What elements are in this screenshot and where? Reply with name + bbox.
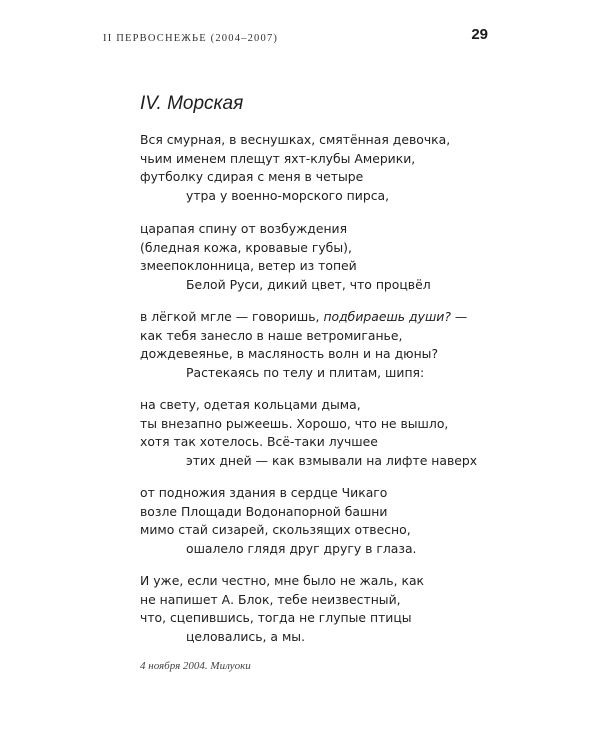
poem-line-indented: Белой Руси, дикий цвет, что процвёл: [186, 276, 431, 292]
poem-line: змеепоклонница, ветер из топей: [140, 258, 357, 273]
line-text: —: [450, 309, 468, 324]
poem-line: Вся смурная, в веснушках, смятённая девочка,: [140, 132, 451, 147]
stanza-3: [140, 308, 467, 382]
poem-title: IV. Морская: [140, 93, 244, 114]
poem-line: возле Площади Водонапорной башни: [140, 503, 388, 519]
running-head: II ПЕРВОСНЕЖЬЕ (2004–2007): [103, 33, 279, 44]
poem-line-indented: ошалело глядя друг другу в глаза.: [186, 540, 417, 556]
poem-line: что, сцепившись, тогда не глупые птицы: [140, 610, 412, 625]
poem-line: не напишет А. Блок, тебе неизвестный,: [140, 591, 401, 607]
poem-line: И уже, если честно, мне было не жаль, как: [140, 573, 425, 588]
poem-line: царапая спину от возбуждения: [140, 221, 348, 236]
poem-line: чьим именем плещут яхт-клубы Америки,: [140, 150, 416, 166]
poem-line: футболку сдирая с меня в четыре: [140, 169, 364, 184]
line-text: в лёгкой мгле — говоришь,: [140, 309, 324, 324]
stanza-1: [140, 131, 450, 205]
poem-line-indented: Растекаясь по телу и плитам, шипя:: [186, 364, 425, 380]
dateline: 4 ноября 2004. Милуоки: [140, 660, 251, 672]
line-italic-text: подбираешь души?: [323, 309, 451, 324]
poem-line: [140, 308, 467, 327]
poem-line: от подножия здания в сердце Чикаго: [140, 485, 388, 500]
poem-line: дождевеянье, в масляность волн и на дюны?: [140, 346, 439, 361]
poem-line-indented: утра у военно-морского пирса,: [186, 187, 390, 203]
stanza-5: [140, 484, 416, 558]
page-number: 29: [471, 26, 488, 43]
stanza-2: [140, 220, 431, 294]
poem-line: мимо стай сизарей, скользящих отвесно,: [140, 522, 411, 537]
poem-line-indented: этих дней — как взмывали на лифте наверх: [186, 452, 478, 468]
poem-line-indented: целовались, а мы.: [186, 628, 306, 644]
stanza-6: [140, 572, 424, 646]
poem-line: ты внезапно рыжеешь. Хорошо, что не вышло,: [140, 415, 449, 431]
poem-line: на свету, одетая кольцами дыма,: [140, 397, 361, 412]
poem-line: как тебя занесло в наше ветромиганье,: [140, 327, 403, 343]
poem-line: хотя так хотелось. Всё-таки лучшее: [140, 434, 378, 449]
poem-line: (бледная кожа, кровавые губы),: [140, 239, 352, 255]
stanza-4: [140, 396, 477, 470]
